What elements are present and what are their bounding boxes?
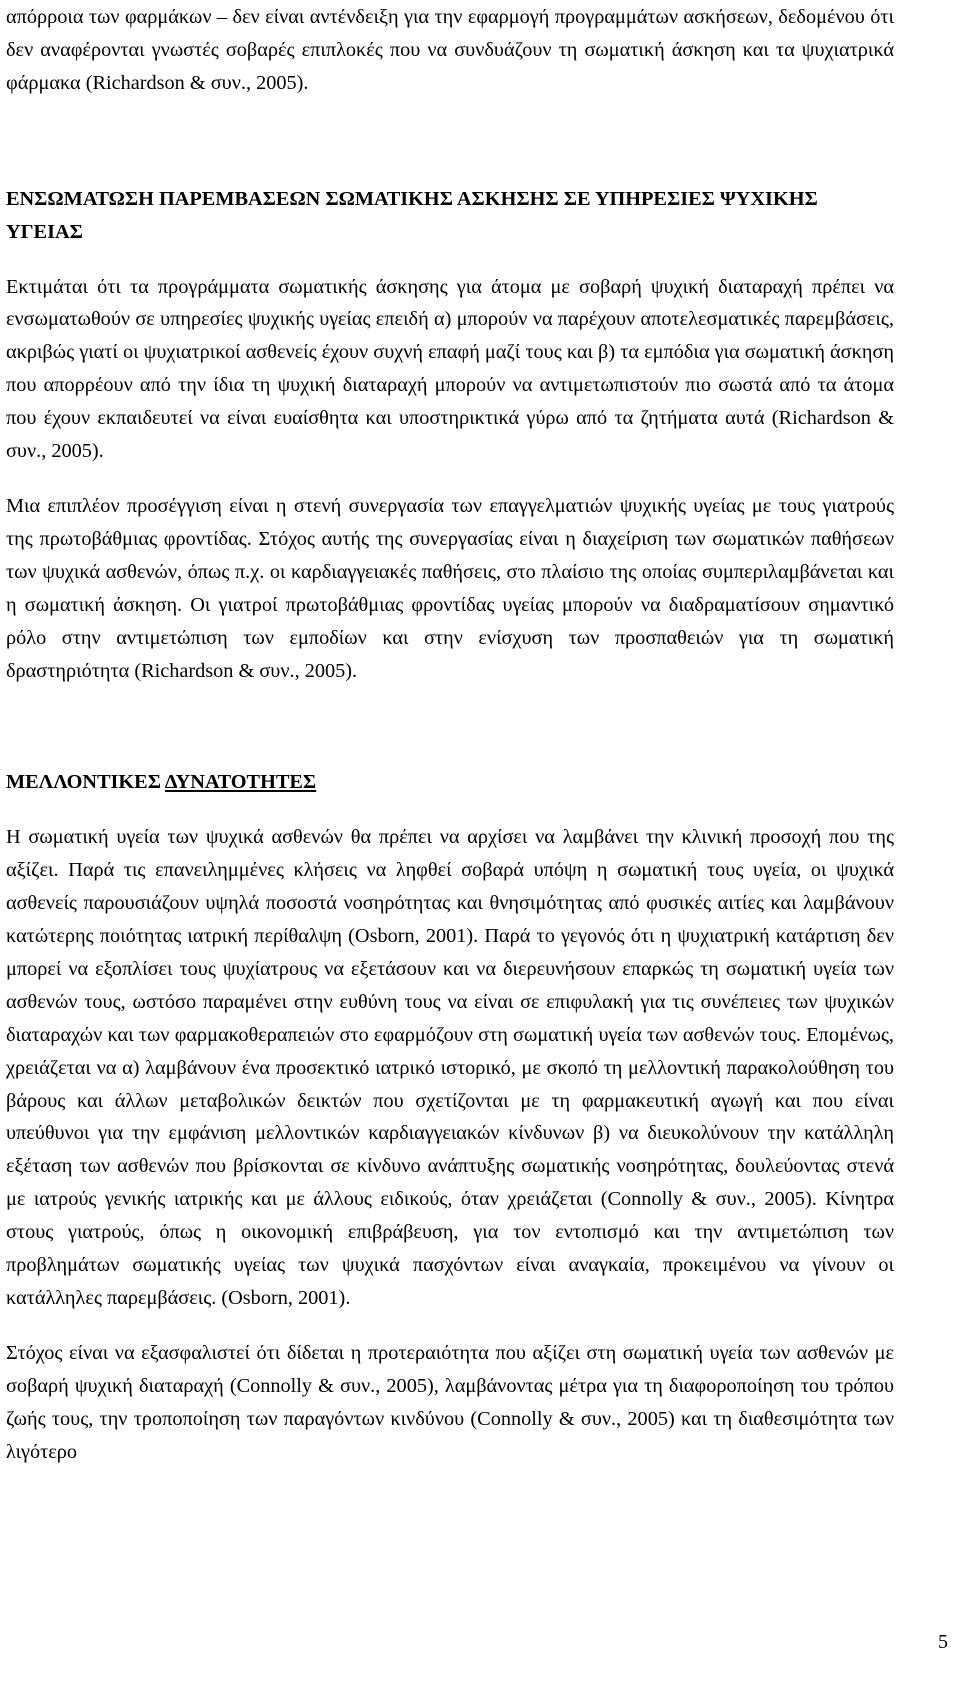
- section-heading-future-part1: ΜΕΛΛΟΝΤΙΚΕΣ: [6, 771, 165, 794]
- document-page: [6, 0, 894, 1469]
- page-number: 5: [938, 1631, 948, 1653]
- section-heading-future: [6, 766, 894, 799]
- section-heading-future-part2: ΔΥΝΑΤΟΤΗΤΕΣ: [164, 771, 317, 794]
- section-heading-integration: ΕΝΣΩΜΑΤΩΣΗ ΠΑΡΕΜΒΑΣΕΩΝ ΣΩΜΑΤΙΚΗΣ ΑΣΚΗΣΗΣ ΣΕ ΥΠΗΡΕΣΙΕΣ ΨΥΧΙΚΗΣ ΥΓΕΙΑΣ: [6, 187, 818, 243]
- paragraph-goal: Στόχος είναι να εξασφαλιστεί ότι δίδεται η προτεραιότητα που αξίζει στη σωματική υγεία των ασθενών με σοβαρή ψυχική διαταραχή (Connolly & συν., 2005), λαμβάνοντας μέτρα για τη διαφοροποίηση του τρόπου ζωής τους, την τροποποίηση των παραγόντων κινδύνου (Connolly & συν., 2005) και τη διαθεσιμότητα των λιγότερο: [6, 1341, 894, 1463]
- paragraph-physical-health: Η σωματική υγεία των ψυχικά ασθενών θα πρέπει να αρχίσει να λαμβάνει την κλινική προσοχή που της αξίζει. Παρά τις επανειλημμένες κλήσεις να ληφθεί σοβαρά υπόψη η σωματική τους υγεία, οι ψυχικά ασθενείς παρουσιάζουν υψηλά ποσοστά νοσηρότητας και θνησιμότητας από φυσικές αιτίες και λαμβάνουν κατώτερης ποιότητας ιατρική περίθαλψη (Osborn, 2001). Παρά το γεγονός ότι η ψυχιατρική κατάρτιση δεν μπορεί να εξοπλίσει τους ψυχίατρους να εξετάσουν και να διερευνήσουν επαρκώς τη σωματική υγεία των ασθενών τους, ωστόσο παραμένει στην ευθύνη τους να είναι σε επιφυλακή για τις συνέπειες των ψυχικών διαταραχών και των φαρμακοθεραπειών στο εφαρμόζουν στη σωματική υγεία των ασθενών τους. Επομένως, χρειάζεται να α) λαμβάνουν ένα προσεκτικό ιατρικό ιστορικό, με σκοπό τη μελλοντική παρακολούθηση του βάρους και άλλων μεταβολικών δεικτών που σχετίζονται με τη φαρμακευτική αγωγή και που είναι υπεύθυνοι για την εμφάνιση μελλοντικών καρδιαγγειακών κίνδυνων β) να διευκολύνουν την κατάλληλη εξέταση των ασθενών που βρίσκονται σε κίνδυνο ανάπτυξης σωματικής νοσηρότητας, δουλεύοντας στενά με ιατρούς γενικής ιατρικής και με άλλους ειδικούς, όταν χρειάζεται (Connolly & συν., 2005). Κίνητρα στους γιατρούς, όπως η οικονομική επιβράβευση, για τον εντοπισμό και την αντιμετώπιση των προβλημάτων σωματικής υγείας των ψυχικά πασχόντων είναι αναγκαία, προκειμένου να γίνουν οι κατάλληλες παρεμβάσεις. (Osborn, 2001).: [6, 826, 894, 1309]
- paragraph-intro: απόρροια των φαρμάκων – δεν είναι αντένδειξη για την εφαρμογή προγραμμάτων ασκήσεων, δεδομένου ότι δεν αναφέρονται γνωστές σοβαρές επιπλοκές που να συνδυάζουν τη σωματική άσκηση και τα ψυχιατρικά φάρμακα (Richardson & συν., 2005).: [6, 6, 894, 94]
- paragraph-collaboration: Μια επιπλέον προσέγγιση είναι η στενή συνεργασία των επαγγελματιών ψυχικής υγείας με τους γιατρούς της πρωτοβάθμιας φροντίδας. Στόχος αυτής της συνεργασίας είναι η διαχείριση των σωματικών παθήσεων των ψυχικά ασθενών, όπως π.χ. οι καρδιαγγειακές παθήσεις, στο πλαίσιο της οποίας συμπεριλαμβάνεται και η σωματική άσκηση. Οι γιατροί πρωτοβάθμιας φροντίδας υγείας μπορούν να διαδραματίσουν σημαντικό ρόλο στην αντιμετώπιση των εμποδίων και στην ενίσχυση των προσπαθειών για τη σωματική δραστηριότητα (Richardson & συν., 2005).: [6, 494, 894, 682]
- paragraph-integration: Εκτιμάται ότι τα προγράμματα σωματικής άσκησης για άτομα με σοβαρή ψυχική διαταραχή πρέπει να ενσωματωθούν σε υπηρεσίες ψυχικής υγείας επειδή α) μπορούν να παρέχουν αποτελεσματικές παρεμβάσεις, ακριβώς γιατί οι ψυχιατρικοί ασθενείς έχουν συχνή επαφή μαζί τους και β) τα εμπόδια για σωματική άσκηση που απορρέουν από την ίδια τη ψυχική διαταραχή μπορούν να αντιμετωπιστούν πιο σωστά από τα άτομα που έχουν εκπαιδευτεί να είναι ευαίσθητα και υποστηρικτικά γύρω από τα ζητήματα αυτά (Richardson & συν., 2005).: [6, 275, 894, 463]
